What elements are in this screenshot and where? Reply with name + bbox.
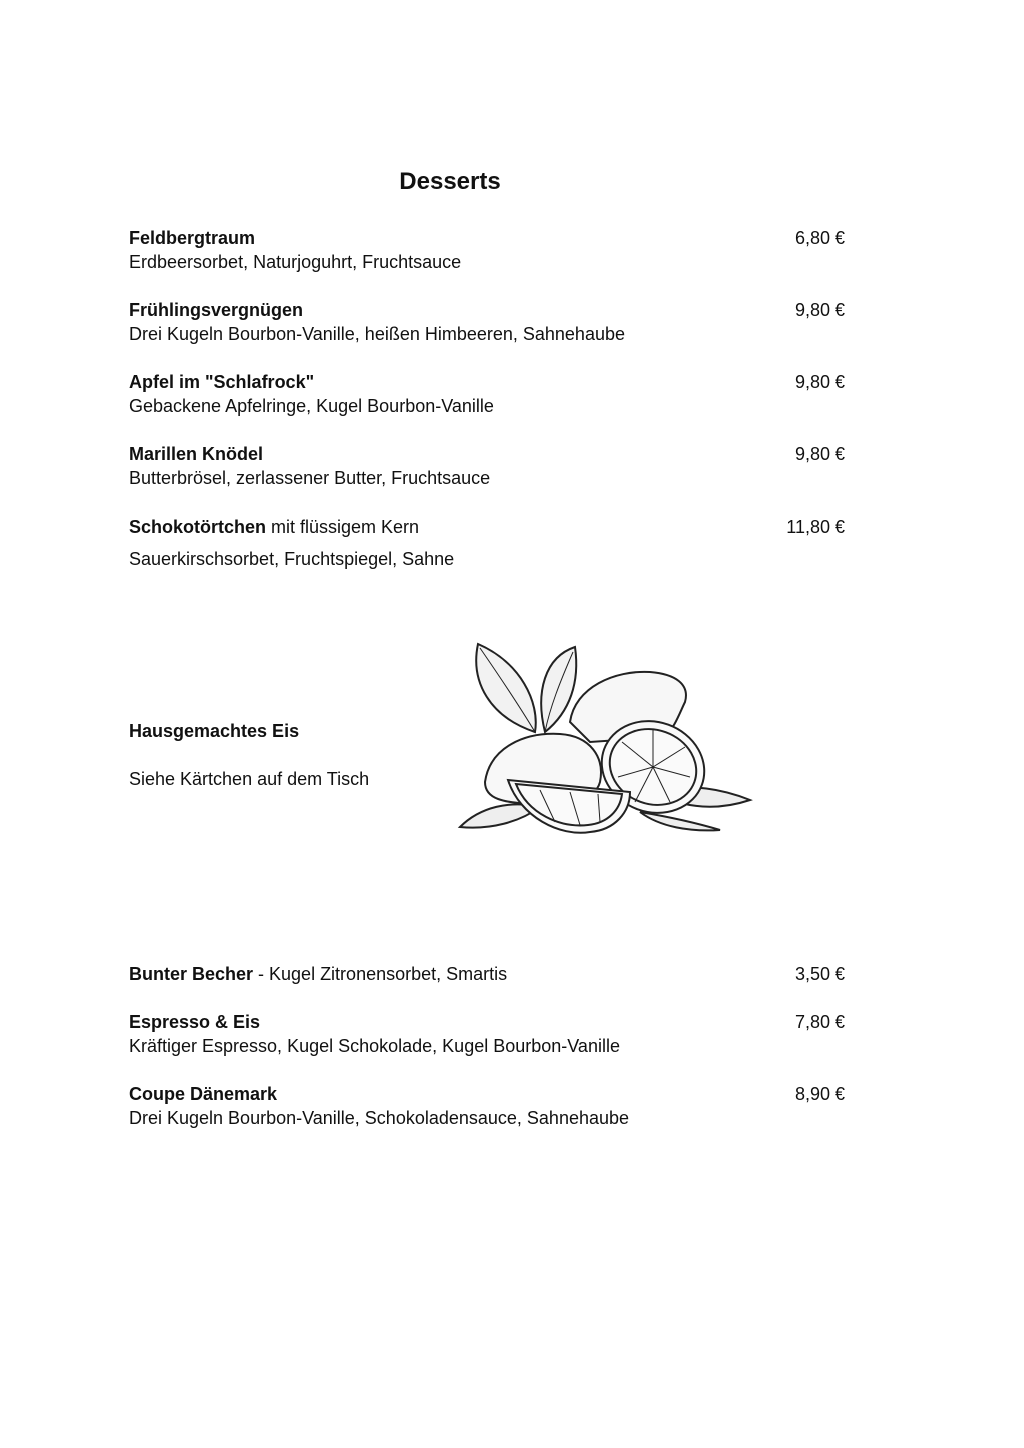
menu-item xyxy=(129,1083,845,1129)
item-price: 11,80 € xyxy=(786,517,845,537)
item-name: Espresso & Eis xyxy=(129,1012,261,1032)
item-name: Apfel im "Schlafrock" xyxy=(129,372,315,392)
item-name: Coupe Dänemark xyxy=(129,1084,278,1104)
item-name-suffix: - Kugel Zitronensorbet, Smartis xyxy=(253,964,508,984)
menu-item xyxy=(129,443,845,489)
menu-item xyxy=(129,371,845,417)
menu-item xyxy=(129,299,845,345)
item-description: Drei Kugeln Bourbon-Vanille, heißen Himbeeren, Sahnehaube xyxy=(129,324,625,344)
homemade-description: Siehe Kärtchen auf dem Tisch xyxy=(129,769,370,789)
item-price: 3,50 € xyxy=(794,964,845,984)
item-price: 8,90 € xyxy=(794,1084,845,1104)
lemon-sketch-icon xyxy=(440,632,760,842)
item-name: Bunter Becher xyxy=(129,964,254,984)
item-description: Drei Kugeln Bourbon-Vanille, Schokoladensauce, Sahnehaube xyxy=(129,1108,630,1128)
item-name: Frühlingsvergnügen xyxy=(129,300,304,320)
item-price: 7,80 € xyxy=(794,1012,845,1032)
item-price: 9,80 € xyxy=(794,444,845,464)
item-description: Kräftiger Espresso, Kugel Schokolade, Kugel Bourbon-Vanille xyxy=(129,1036,620,1056)
item-name: Marillen Knödel xyxy=(129,444,264,464)
item-description: Gebackene Apfelringe, Kugel Bourbon-Vanille xyxy=(129,396,494,416)
item-description: Sauerkirschsorbet, Fruchtspiegel, Sahne xyxy=(129,549,455,569)
item-description: Erdbeersorbet, Naturjoguhrt, Fruchtsauce xyxy=(129,252,462,272)
item-price: 9,80 € xyxy=(794,300,845,320)
homemade-title: Hausgemachtes Eis xyxy=(129,721,300,741)
item-description: Butterbrösel, zerlassener Butter, Fruchtsauce xyxy=(129,468,491,488)
page-title: Desserts xyxy=(399,168,501,195)
menu-item xyxy=(129,963,845,985)
item-name: Feldbergtraum xyxy=(129,228,256,248)
item-name-suffix: mit flüssigem Kern xyxy=(266,517,420,537)
menu-item xyxy=(129,227,845,273)
item-price: 6,80 € xyxy=(794,228,845,248)
item-name: Schokotörtchen xyxy=(129,517,267,537)
menu-item xyxy=(129,516,845,570)
item-price: 9,80 € xyxy=(794,372,845,392)
menu-item xyxy=(129,1011,845,1057)
